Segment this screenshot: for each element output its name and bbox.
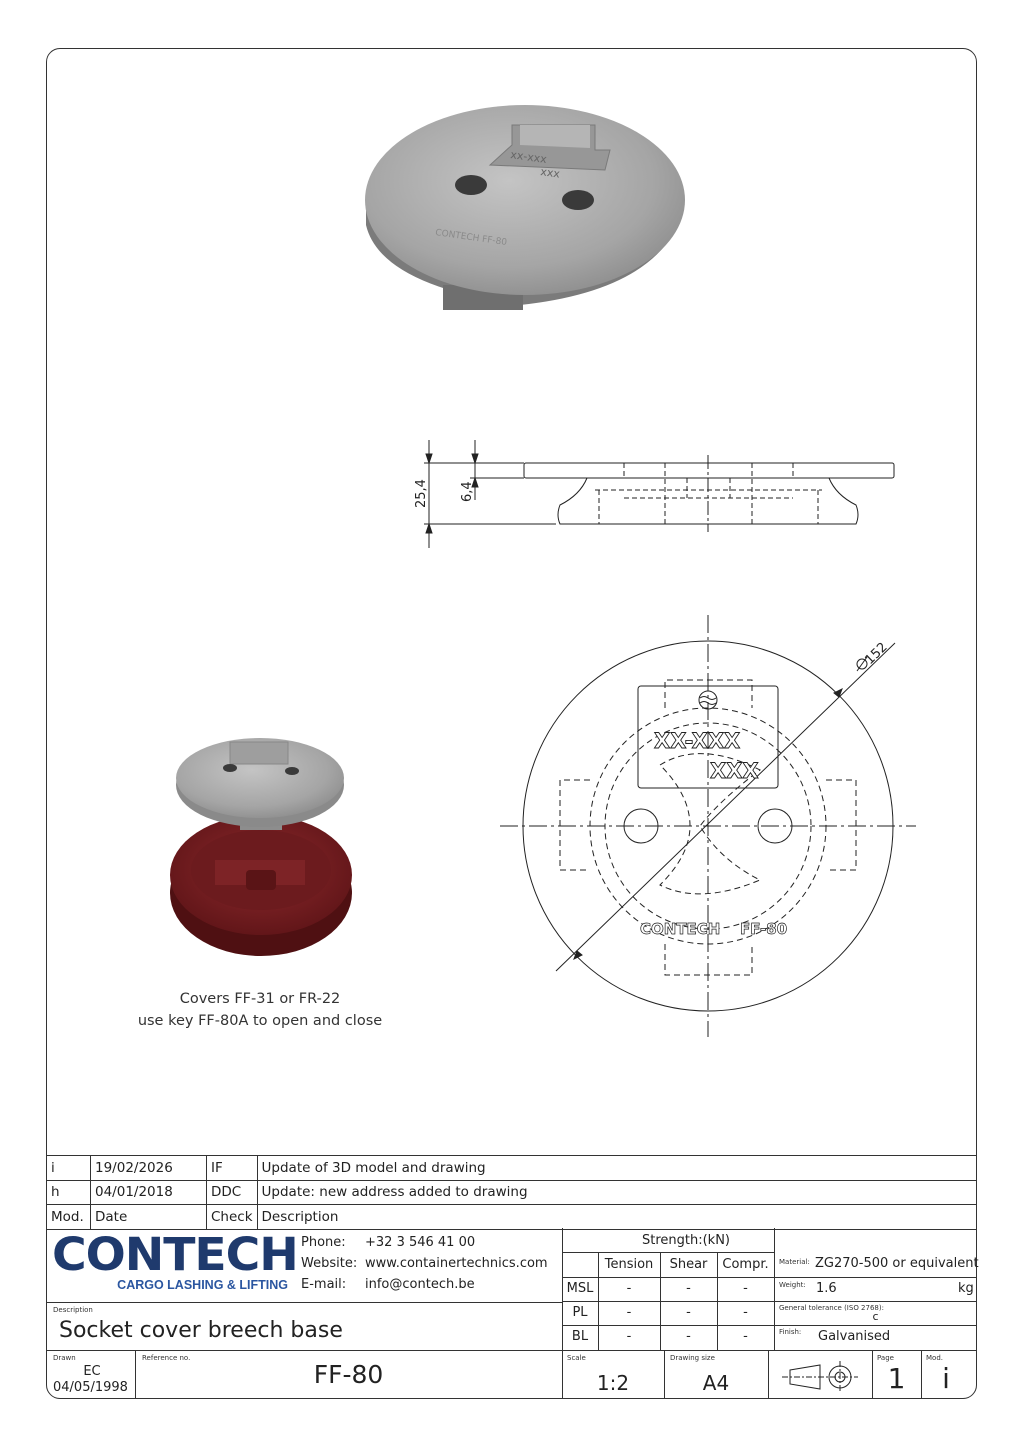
- drawn-date: 04/05/1998: [53, 1380, 128, 1395]
- svg-text:CONTECH FF-80: CONTECH FF-80: [434, 228, 508, 249]
- strength-title: Strength:(kN): [641, 1233, 730, 1248]
- header-mod: Mod.: [47, 1205, 91, 1230]
- size-value: A4: [702, 1371, 730, 1395]
- strength-value: -: [626, 1305, 632, 1320]
- finish-label: Finish:: [779, 1328, 802, 1336]
- strength-col-compr: Compr.: [722, 1257, 769, 1272]
- logo-tagline: CARGO LASHING & LIFTING: [117, 1278, 288, 1292]
- strength-value: -: [743, 1281, 748, 1296]
- plate-marking-code: XX-XXX: [654, 729, 741, 753]
- strength-value: -: [626, 1281, 632, 1296]
- dim-height-total: 25,4: [414, 479, 429, 508]
- mod-label: Mod.: [926, 1354, 943, 1362]
- material-value: ZG270-500 or equivalent: [815, 1256, 979, 1271]
- revision-date: 04/01/2018: [91, 1180, 207, 1205]
- weight-unit: kg: [958, 1281, 974, 1296]
- strength-col-shear: Shear: [669, 1257, 708, 1272]
- strength-value: -: [743, 1329, 748, 1344]
- strength-row-label: BL: [571, 1329, 589, 1344]
- description-label: Description: [53, 1306, 93, 1314]
- part-description: Socket cover breech base: [59, 1318, 343, 1343]
- plate-marking-ref: FF-80: [740, 920, 788, 938]
- caption-line-1: Covers FF-31 or FR-22: [179, 991, 341, 1007]
- scale-value: 1:2: [596, 1371, 630, 1395]
- scale-label: Scale: [567, 1354, 586, 1362]
- tolerance-value: c: [872, 1310, 879, 1323]
- email-label: E-mail:: [301, 1277, 347, 1292]
- size-label: Drawing size: [670, 1354, 715, 1362]
- svg-text:xxx: xxx: [539, 165, 561, 181]
- mod-value: i: [942, 1362, 950, 1395]
- revision-date: 19/02/2026: [91, 1156, 207, 1181]
- reference-number: FF-80: [313, 1360, 384, 1389]
- tolerance-label: General tolerance (ISO 2768):: [779, 1304, 884, 1312]
- svg-text:xx-xxx: xx-xxx: [509, 148, 548, 167]
- strength-value: -: [686, 1329, 691, 1344]
- material-label: Material:: [779, 1258, 810, 1266]
- strength-value: -: [743, 1305, 748, 1320]
- strength-value: -: [686, 1305, 691, 1320]
- strength-row-label: PL: [572, 1305, 588, 1320]
- email-link[interactable]: info@contech.be: [365, 1277, 475, 1292]
- strength-value: -: [626, 1329, 632, 1344]
- revision-mod: i: [47, 1156, 91, 1181]
- logo-wordmark: CONTECH: [52, 1228, 298, 1281]
- plate-marking-sub: XXX: [710, 759, 759, 783]
- header-description: Description: [257, 1205, 976, 1230]
- page-number: 1: [887, 1362, 906, 1395]
- revision-check: IF: [207, 1156, 258, 1181]
- phone-label: Phone:: [301, 1235, 346, 1250]
- revision-description: Update of 3D model and drawing: [257, 1156, 976, 1181]
- header-date: Date: [91, 1205, 207, 1230]
- caption-line-2: use key FF-80A to open and close: [137, 1013, 383, 1029]
- revision-check: DDC: [207, 1180, 258, 1205]
- drawn-by: EC: [83, 1364, 101, 1379]
- revision-description: Update: new address added to drawing: [257, 1180, 976, 1205]
- plate-marking-brand: CONTECH: [640, 920, 721, 938]
- header-check: Check: [207, 1205, 258, 1230]
- revision-mod: h: [47, 1180, 91, 1205]
- finish-value: Galvanised: [818, 1329, 891, 1344]
- strength-row-label: MSL: [566, 1281, 594, 1296]
- strength-col-tension: Tension: [604, 1257, 654, 1272]
- dim-height-plate: 6,4: [460, 481, 475, 502]
- website-link[interactable]: www.containertechnics.com: [365, 1256, 548, 1271]
- page-label: Page: [877, 1354, 894, 1362]
- website-label: Website:: [301, 1256, 358, 1271]
- weight-value: 1.6: [816, 1281, 837, 1296]
- strength-value: -: [686, 1281, 691, 1296]
- weight-label: Weight:: [779, 1281, 806, 1289]
- reference-label: Reference no.: [142, 1354, 191, 1362]
- drawn-label: Drawn: [53, 1354, 76, 1362]
- dim-diameter: 152: [862, 639, 891, 668]
- phone-value: +32 3 546 41 00: [365, 1235, 476, 1250]
